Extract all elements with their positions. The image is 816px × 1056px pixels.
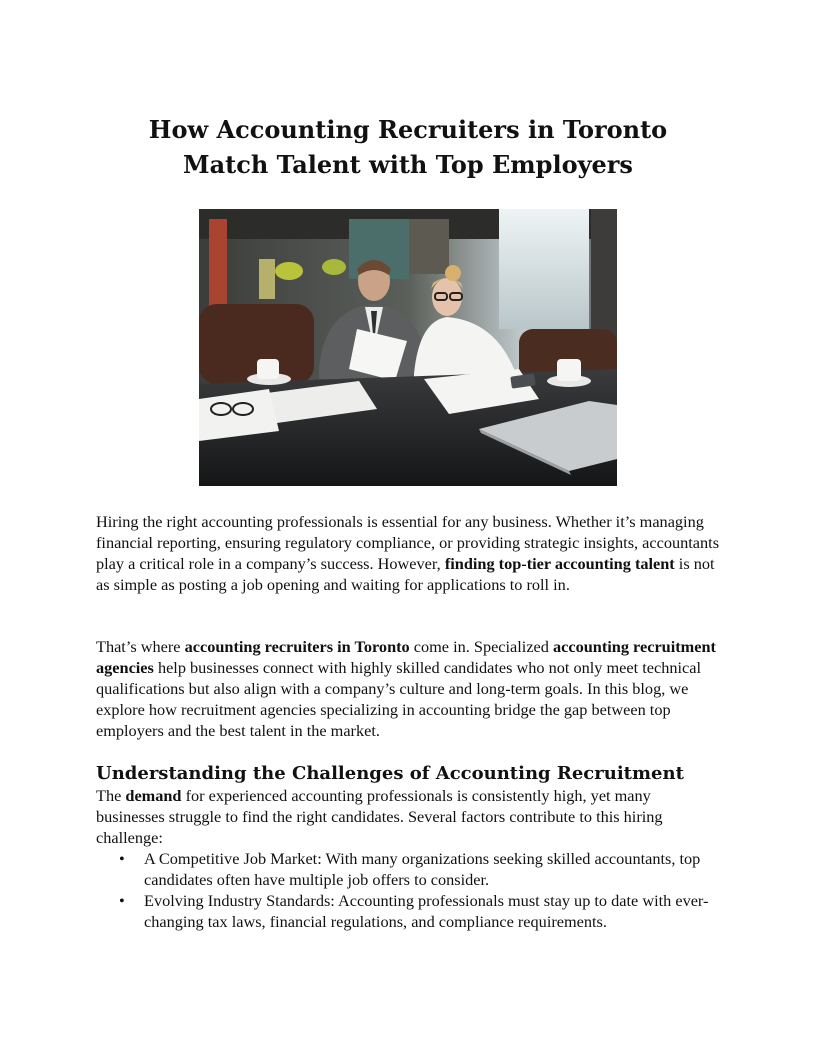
title-line-1: How Accounting Recruiters in Toronto xyxy=(148,115,668,144)
recruiters-emphasis-1: accounting recruiters in Toronto xyxy=(184,637,410,656)
challenges-text-1: The xyxy=(96,786,126,805)
recruiters-paragraph xyxy=(96,636,721,741)
intro-paragraph xyxy=(96,511,721,595)
document-title xyxy=(96,112,720,182)
recruiters-text-1: That’s where xyxy=(96,637,185,656)
intro-text-2: is not as simple as posting a job opening and waiting for applications to roll in. xyxy=(96,554,715,594)
recruiters-text-3: help businesses connect with highly skilled candidates who not only meet technical qualifications but also align with a company’s culture and long-term goals. In this blog, we explore how recruitment agencies specializing in accounting bridge the gap between top employers and the best talent in the market. xyxy=(96,658,701,740)
recruiters-emphasis-2: accounting recruitment agencies xyxy=(96,637,716,677)
recruiters-text-2: come in. Specialized xyxy=(409,637,553,656)
section-heading: Understanding the Challenges of Accounting Recruitment xyxy=(96,763,684,784)
list-item-text: Evolving Industry Standards: Accounting professionals must stay up to date with ever-changing tax laws, financial regulations, and compliance requirements. xyxy=(144,891,709,931)
challenges-emphasis: demand xyxy=(125,786,182,805)
intro-text-1: Hiring the right accounting professionals is essential for any business. Whether it’s managing financial reporting, ensuring regulatory compliance, or providing strategic insights, accountants play a critical role in a company’s success. However, xyxy=(96,512,720,573)
office-meeting-photo xyxy=(199,209,617,486)
list-item xyxy=(119,890,721,932)
intro-emphasis: finding top-tier accounting talent xyxy=(444,554,675,573)
title-line-2: Match Talent with Top Employers xyxy=(183,150,633,179)
bullet-icon: • xyxy=(119,849,125,868)
challenges-paragraph xyxy=(96,785,721,848)
challenges-text-2: for experienced accounting professionals is consistently high, yet many businesses struggle to find the right candidates. Several factors contribute to this hiring challenge: xyxy=(96,786,663,847)
list-item-text: A Competitive Job Market: With many organizations seeking skilled accountants, top candidates often have multiple job offers to consider. xyxy=(144,849,701,889)
list-item xyxy=(119,848,721,890)
challenges-list xyxy=(96,848,721,932)
bullet-icon: • xyxy=(119,891,125,910)
